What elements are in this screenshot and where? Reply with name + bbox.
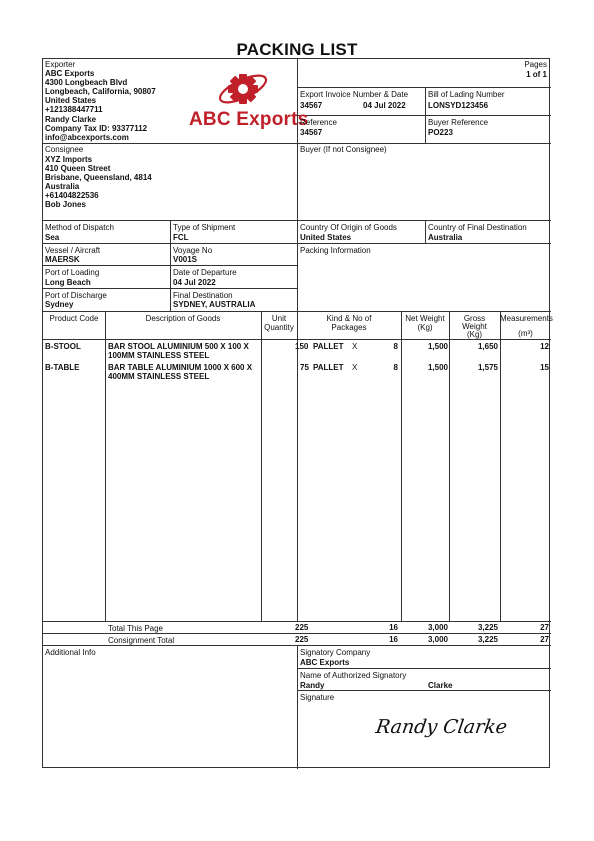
row-measurements: 12 xyxy=(540,342,549,351)
date-of-departure-value: 04 Jul 2022 xyxy=(173,278,216,287)
final-destination-label: Final Destination xyxy=(173,291,233,300)
divider xyxy=(297,311,298,621)
signatory-company-value: ABC Exports xyxy=(300,658,350,667)
signature-label: Signature xyxy=(300,693,335,702)
row-packages: 8 xyxy=(393,363,398,372)
exporter-phone: +121388447711 xyxy=(45,105,103,114)
row-description-line1: BAR TABLE ALUMINIUM 1000 X 600 X xyxy=(108,363,253,372)
total-gross-weight: 3,225 xyxy=(477,623,498,632)
header-kind-no: Kind & No of xyxy=(326,314,372,323)
header-measurements-unit: (m³) xyxy=(518,329,533,338)
divider xyxy=(297,645,298,769)
row-kind: PALLET xyxy=(313,363,344,372)
divider xyxy=(449,311,450,621)
row-measurements: 15 xyxy=(540,363,549,372)
total-measurements: 27 xyxy=(540,623,549,632)
signature-image: Randy Clarke xyxy=(374,716,509,738)
exporter-city: Longbeach, California, 90807 xyxy=(45,87,156,96)
row-net-weight: 1,500 xyxy=(427,363,449,372)
pages-label: Pages xyxy=(524,60,547,69)
port-of-discharge-value: Sydney xyxy=(45,300,74,309)
voyage-no-value: V001S xyxy=(173,255,198,264)
reference-value: 34567 xyxy=(300,128,323,137)
total-packages: 16 xyxy=(389,635,398,644)
port-of-loading-value: Long Beach xyxy=(45,278,91,287)
packing-information-label: Packing Information xyxy=(300,246,371,255)
divider xyxy=(43,633,551,634)
divider xyxy=(43,621,551,622)
divider xyxy=(297,115,551,116)
signatory-company-label: Signatory Company xyxy=(300,648,371,657)
consignee-street: 410 Queen Street xyxy=(45,164,111,173)
consignee-label: Consignee xyxy=(45,145,84,154)
consignee-phone: +61404822536 xyxy=(45,191,99,200)
exporter-name: ABC Exports xyxy=(45,69,95,78)
header-gross: Gross xyxy=(463,314,486,323)
total-quantity: 225 xyxy=(295,623,309,632)
type-of-shipment-label: Type of Shipment xyxy=(173,223,236,232)
row-quantity: 150 xyxy=(295,342,309,351)
country-of-origin-value: United States xyxy=(300,233,352,242)
invoice-number: 34567 xyxy=(300,101,323,110)
total-measurements: 27 xyxy=(540,635,549,644)
exporter-street: 4300 Longbeach Blvd xyxy=(45,78,128,87)
row-product-code: B-TABLE xyxy=(45,363,80,372)
total-packages: 16 xyxy=(389,623,398,632)
divider xyxy=(297,243,551,244)
exporter-tax-id: Company Tax ID: 93377112 xyxy=(45,124,148,133)
header-measurements: Measurements xyxy=(500,314,553,323)
row-multiplier: X xyxy=(352,342,358,351)
header-unit: Unit xyxy=(271,314,287,323)
document-title: PACKING LIST xyxy=(236,40,358,59)
header-product-code: Product Code xyxy=(49,314,99,323)
bill-of-lading-value: LONSYD123456 xyxy=(428,101,489,110)
divider xyxy=(425,87,426,143)
divider xyxy=(297,668,551,669)
method-of-dispatch-label: Method of Dispatch xyxy=(45,223,114,232)
buyer-reference-value: PO223 xyxy=(428,128,453,137)
consignee-contact: Bob Jones xyxy=(45,200,86,209)
header-net-weight: Net Weight xyxy=(405,314,445,323)
exporter-email: info@abcexports.com xyxy=(45,133,129,142)
row-multiplier: X xyxy=(352,363,358,372)
port-of-discharge-label: Port of Discharge xyxy=(45,291,107,300)
additional-info-label: Additional Info xyxy=(45,648,96,657)
voyage-no-label: Voyage No xyxy=(173,246,213,255)
header-gross-unit: (Kg) xyxy=(466,330,483,339)
divider xyxy=(297,690,551,691)
company-logo-text: ABC Exports xyxy=(189,109,309,130)
exporter-label: Exporter xyxy=(45,60,76,69)
type-of-shipment-value: FCL xyxy=(173,233,189,242)
consignee-city: Brisbane, Queensland, 4814 xyxy=(45,173,152,182)
divider xyxy=(170,220,171,311)
row-packages: 8 xyxy=(393,342,398,351)
divider xyxy=(425,220,426,243)
row-product-code: B-STOOL xyxy=(45,342,81,351)
exporter-country: United States xyxy=(45,96,97,105)
final-destination-value: SYDNEY, AUSTRALIA xyxy=(173,300,256,309)
method-of-dispatch-value: Sea xyxy=(45,233,60,242)
vessel-value: MAERSK xyxy=(45,255,80,264)
divider xyxy=(297,59,298,311)
consignee-country: Australia xyxy=(45,182,80,191)
invoice-label: Export Invoice Number & Date xyxy=(300,90,409,99)
exporter-contact: Randy Clarke xyxy=(45,115,97,124)
row-gross-weight: 1,650 xyxy=(477,342,498,351)
row-description-line2: 400MM STAINLESS STEEL xyxy=(108,372,210,381)
total-net-weight: 3,000 xyxy=(427,635,449,644)
total-this-page-label: Total This Page xyxy=(108,624,163,633)
country-final-destination-label: Country of Final Destination xyxy=(428,223,527,232)
header-packages: Packages xyxy=(331,323,367,332)
consignee-name: XYZ Imports xyxy=(45,155,93,164)
date-of-departure-label: Date of Departure xyxy=(173,268,237,277)
row-net-weight: 1,500 xyxy=(427,342,449,351)
invoice-date: 04 Jul 2022 xyxy=(363,101,406,110)
row-gross-weight: 1,575 xyxy=(477,363,498,372)
gear-ring-logo-icon xyxy=(216,70,270,108)
authorized-signatory-last: Clarke xyxy=(428,681,453,690)
header-net-weight-unit: (Kg) xyxy=(417,323,433,332)
header-quantity: Quantity xyxy=(264,323,294,332)
pages-value: 1 of 1 xyxy=(526,70,547,79)
divider xyxy=(500,311,501,621)
row-description-line1: BAR STOOL ALUMINIUM 500 X 100 X xyxy=(108,342,249,351)
authorized-signatory-label: Name of Authorized Signatory xyxy=(300,671,407,680)
divider xyxy=(401,311,402,621)
row-description-line2: 100MM STAINLESS STEEL xyxy=(108,351,210,360)
consignment-total-label: Consignment Total xyxy=(108,636,175,645)
bill-of-lading-label: Bill of Lading Number xyxy=(428,90,505,99)
country-final-destination-value: Australia xyxy=(428,233,463,242)
reference-label: Reference xyxy=(300,118,337,127)
total-quantity: 225 xyxy=(295,635,309,644)
packing-list-form xyxy=(42,58,553,768)
total-net-weight: 3,000 xyxy=(427,623,449,632)
row-kind: PALLET xyxy=(313,342,344,351)
divider xyxy=(261,311,262,621)
country-of-origin-label: Country Of Origin of Goods xyxy=(300,223,397,232)
authorized-signatory-first: Randy xyxy=(300,681,325,690)
port-of-loading-label: Port of Loading xyxy=(45,268,100,277)
header-description: Description of Goods xyxy=(145,314,221,323)
buyer-label: Buyer (If not Consignee) xyxy=(300,145,387,154)
divider xyxy=(297,87,551,88)
vessel-label: Vessel / Aircraft xyxy=(45,246,101,255)
total-gross-weight: 3,225 xyxy=(477,635,498,644)
header-weight: Weight xyxy=(462,322,487,331)
row-quantity: 75 xyxy=(300,363,309,372)
buyer-reference-label: Buyer Reference xyxy=(428,118,489,127)
divider xyxy=(105,311,106,621)
